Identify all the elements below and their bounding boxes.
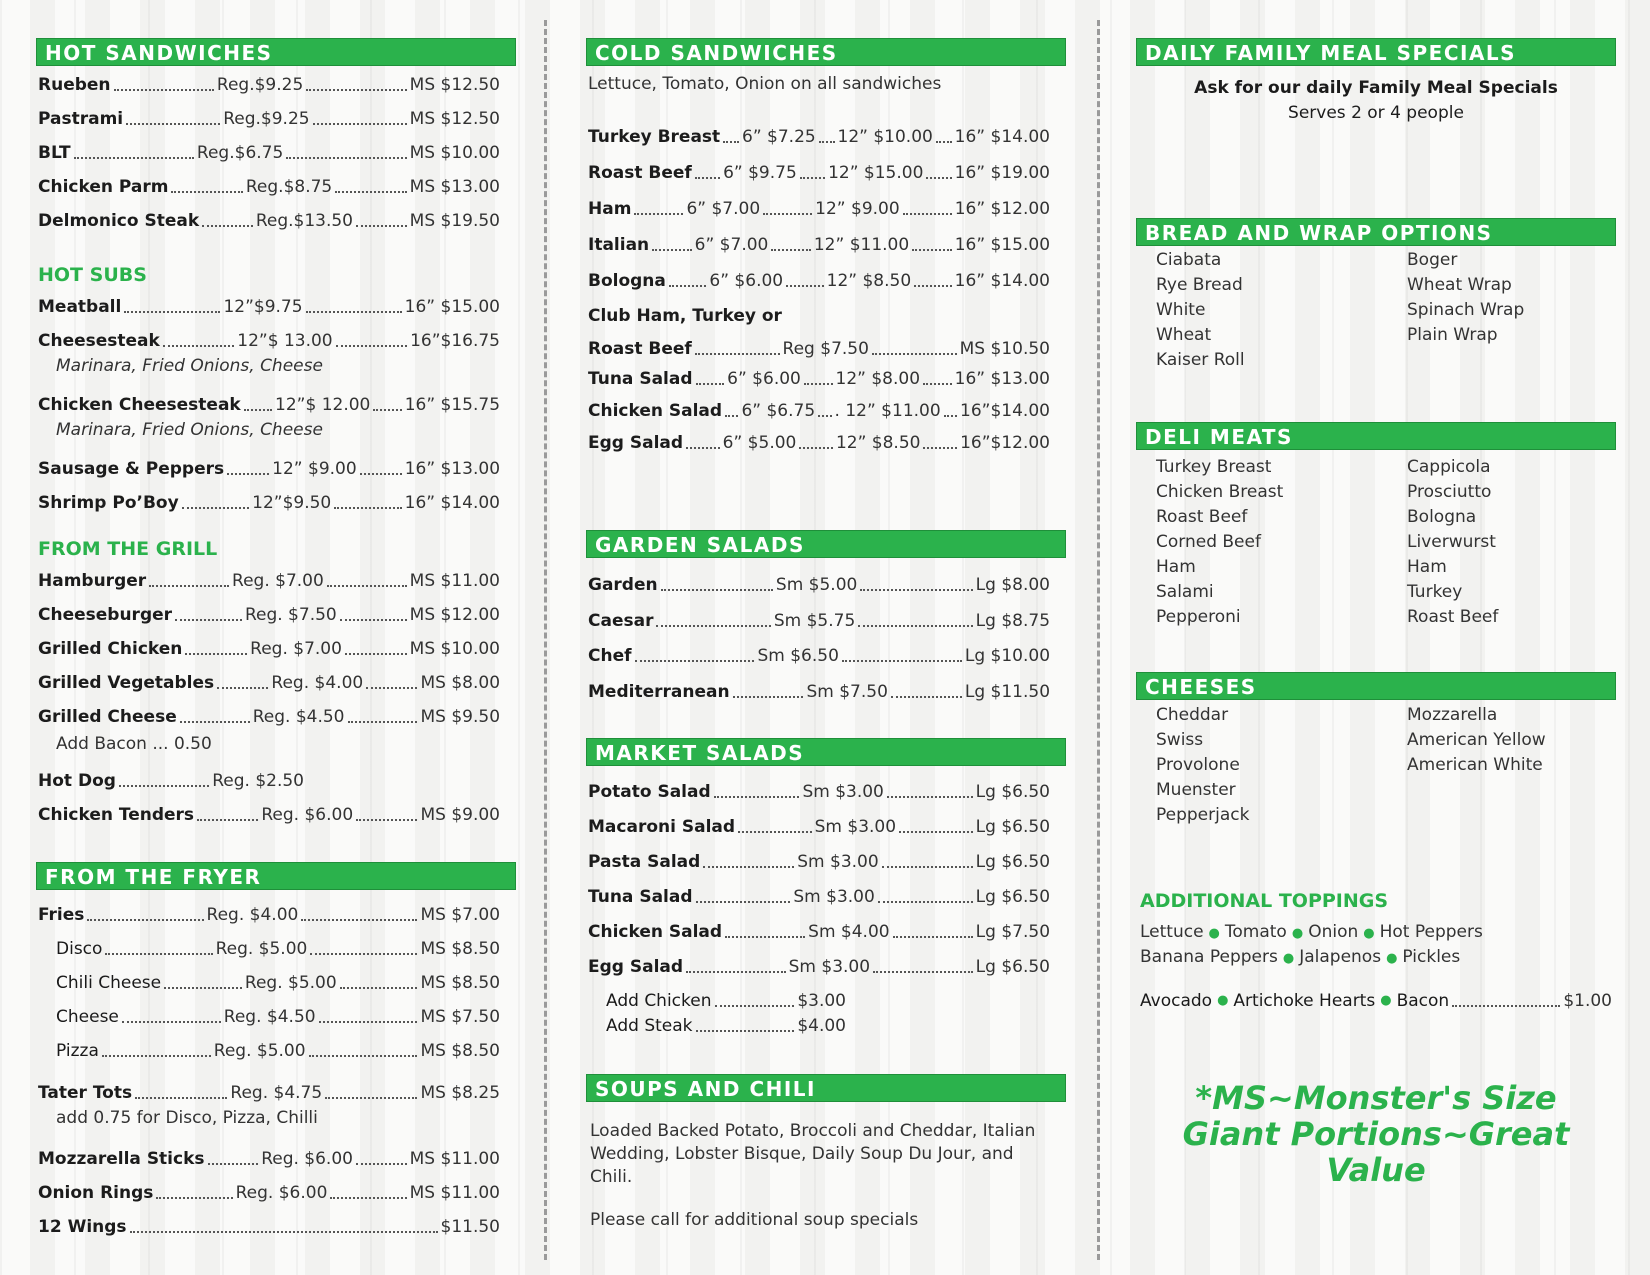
list-item: Mozzarella [1407,705,1498,725]
menu-item: Chili Cheese Reg. $5.00 MS $8.50 [56,973,501,993]
menu-item: Fries Reg. $4.00 MS $7.00 [38,905,501,925]
menu-item: Shrimp Po’Boy 12”$9.50 16” $14.00 [38,493,500,513]
section-header-hot-sandwiches: HOT SANDWICHES [36,38,516,66]
soups-note: Please call for additional soup specials [590,1210,919,1230]
panel-divider [1097,20,1100,1260]
menu-item: Hot Dog Reg. $2.50 [38,771,304,791]
soups-description: Loaded Backed Potato, Broccoli and Cheddar, Italian Wedding, Lobster Bisque, Daily Soup Du Jour, and Chili. [590,1121,1036,1187]
cheese-list-left [1156,703,1249,828]
cheese-list-right [1407,703,1546,778]
list-item: Liverwurst [1407,532,1496,552]
list-item: Kaiser Roll [1156,350,1245,370]
bread-list-right [1407,248,1524,348]
menu-item: Hamburger Reg. $7.00 MS $11.00 [38,571,501,591]
menu-item: Cheese Reg. $4.50 MS $7.50 [56,1007,501,1027]
menu-item: Roast Beef Reg $7.50 MS $10.50 [588,339,1050,359]
menu-item: Pizza Reg. $5.00 MS $8.50 [56,1041,500,1061]
list-item: Pepperjack [1156,805,1250,825]
menu-item: Cheesesteak 12”$ 13.00 16”$16.75 [38,331,501,351]
addon-item: Add Steak $4.00 [606,1016,846,1036]
list-item: Rye Bread [1156,275,1243,295]
menu-panel-right [1136,0,1616,1275]
menu-item: Italian 6” $7.00 12” $11.00 16” $15.00 [588,235,1051,255]
list-item: Turkey [1407,582,1463,602]
menu-item: Turkey Breast 6” $7.25 12” $10.00 16” $14.00 [588,127,1050,147]
menu-panel-middle [586,0,1066,1275]
list-item: Chicken Breast [1156,482,1284,502]
menu-item: Chicken Salad 6” $6.75 . 12” $11.00 16”$14.00 [588,401,1050,421]
list-item: Ham [1156,557,1196,577]
list-item: Ham [1407,557,1447,577]
menu-panel-left [36,0,516,1275]
menu-item: Chef Sm $6.50 Lg $10.00 [588,646,1051,666]
menu-item: Tuna Salad 6” $6.00 12” $8.00 16” $13.00 [588,369,1050,389]
list-item: Cheddar [1156,705,1229,725]
menu-item: Roast Beef 6” $9.75 12” $15.00 16” $19.00 [588,163,1050,183]
family-specials-text: Ask for our daily Family Meal Specials [1194,78,1558,98]
menu-item: Egg Salad Sm $3.00 Lg $6.50 [588,957,1050,977]
panel-divider [544,20,547,1260]
addon-item: Add Chicken $3.00 [606,991,846,1011]
section-header-bread-and-wrap-options: BREAD AND WRAP OPTIONS [1136,218,1616,246]
menu-item: Garden Sm $5.00 Lg $8.00 [588,575,1050,595]
list-item: White [1156,300,1206,320]
list-item: Wheat [1156,325,1212,345]
menu-item: Tuna Salad Sm $3.00 Lg $6.50 [588,887,1051,907]
menu-item: Bologna 6” $6.00 12” $8.50 16” $14.00 [588,271,1050,291]
section-header-soups-and-chili: SOUPS AND CHILI [586,1074,1066,1102]
menu-item: Macaroni Salad Sm $3.00 Lg $6.50 [588,817,1051,837]
menu-item: Rueben Reg.$9.25 MS $12.50 [38,75,501,95]
section-header-deli-meats: DELI MEATS [1136,422,1616,450]
menu-item: BLT Reg.$6.75 MS $10.00 [38,143,500,163]
menu-item: Ham 6” $7.00 12” $9.00 16” $12.00 [588,199,1051,219]
deli-list-left [1156,455,1283,630]
list-item: Boger [1407,250,1458,270]
section-header-cheeses: CHEESES [1136,672,1616,700]
family-specials-serves: Serves 2 or 4 people [1288,103,1464,123]
menu-item: Egg Salad 6” $5.00 12” $8.50 16”$12.00 [588,433,1050,453]
club-label: Club Ham, Turkey or [588,306,782,326]
section-header-from-the-grill: FROM THE GRILL [38,538,218,560]
toppings-line-2: Banana Peppers ● Jalapenos ● Pickles [1140,947,1461,967]
bread-list-left [1156,248,1245,373]
premium-toppings: Avocado ● Artichoke Hearts ● Bacon $1.00 [1140,991,1612,1011]
list-item: Bologna [1407,507,1477,527]
slogan-line-2: Giant Portions~Great Value [1182,1115,1570,1189]
menu-item: Caesar Sm $5.75 Lg $8.75 [588,611,1051,631]
list-item: Provolone [1156,755,1240,775]
menu-item: Pastrami Reg.$9.25 MS $12.50 [38,109,501,129]
item-note: Add Bacon ... 0.50 [56,734,212,754]
menu-item: Chicken Parm Reg.$8.75 MS $13.00 [38,177,501,197]
list-item: Wheat Wrap [1407,275,1512,295]
list-item: Roast Beef [1407,607,1499,627]
menu-item: 12 Wings $11.50 [38,1217,500,1237]
deli-list-right [1407,455,1498,630]
list-item: Plain Wrap [1407,325,1498,345]
section-header-garden-salads: GARDEN SALADS [586,530,1066,558]
menu-item: Meatball 12”$9.75 16” $15.00 [38,297,500,317]
section-header-additional-toppings: ADDITIONAL TOPPINGS [1140,890,1389,912]
menu-item: Sausage & Peppers 12” $9.00 16” $13.00 [38,459,501,479]
list-item: Prosciutto [1407,482,1492,502]
toppings-line-1: Lettuce ● Tomato ● Onion ● Hot Peppers [1140,922,1483,942]
menu-item: Pasta Salad Sm $3.00 Lg $6.50 [588,852,1051,872]
list-item: Muenster [1156,780,1236,800]
slogan-line-1: *MS~Monster's Size [1195,1079,1557,1117]
section-header-daily-family-meal-specials: DAILY FAMILY MEAL SPECIALS [1136,38,1616,66]
section-header-from-the-fryer: FROM THE FRYER [36,862,516,890]
section-header-hot-subs: HOT SUBS [38,264,147,286]
list-item: Cappicola [1407,457,1491,477]
menu-item: Cheeseburger Reg. $7.50 MS $12.00 [38,605,501,625]
menu-item: Potato Salad Sm $3.00 Lg $6.50 [588,782,1050,802]
menu-item: Grilled Chicken Reg. $7.00 MS $10.00 [38,639,501,659]
item-note: add 0.75 for Disco, Pizza, Chilli [56,1108,318,1128]
menu-item: Grilled Cheese Reg. $4.50 MS $9.50 [38,707,501,727]
list-item: Swiss [1156,730,1204,750]
item-note: Marinara, Fried Onions, Cheese [56,420,323,440]
list-item: Spinach Wrap [1407,300,1525,320]
menu-item: Chicken Cheesesteak 12”$ 12.00 16” $15.75 [38,395,501,415]
menu-item: Chicken Tenders Reg. $6.00 MS $9.00 [38,805,500,825]
item-note: Marinara, Fried Onions, Cheese [56,356,323,376]
list-item: Pepperoni [1156,607,1241,627]
list-item: American Yellow [1407,730,1546,750]
menu-item: Mozzarella Sticks Reg. $6.00 MS $11.00 [38,1149,500,1169]
list-item: Turkey Breast [1156,457,1272,477]
menu-item: Disco Reg. $5.00 MS $8.50 [56,939,501,959]
section-header-cold-sandwiches: COLD SANDWICHES [586,38,1066,66]
menu-item: Mediterranean Sm $7.50 Lg $11.50 [588,682,1051,702]
section-subtitle: Lettuce, Tomato, Onion on all sandwiches [588,74,942,94]
menu-item: Onion Rings Reg. $6.00 MS $11.00 [38,1183,500,1203]
menu-item: Delmonico Steak Reg.$13.50 MS $19.50 [38,211,501,231]
menu-item: Chicken Salad Sm $4.00 Lg $7.50 [588,922,1051,942]
list-item: Corned Beef [1156,532,1261,552]
list-item: Ciabata [1156,250,1222,270]
list-item: American White [1407,755,1543,775]
list-item: Roast Beef [1156,507,1248,527]
list-item: Salami [1156,582,1214,602]
menu-item: Tater Tots Reg. $4.75 MS $8.25 [38,1083,501,1103]
menu-item: Grilled Vegetables Reg. $4.00 MS $8.00 [38,673,501,693]
section-header-market-salads: MARKET SALADS [586,738,1066,766]
